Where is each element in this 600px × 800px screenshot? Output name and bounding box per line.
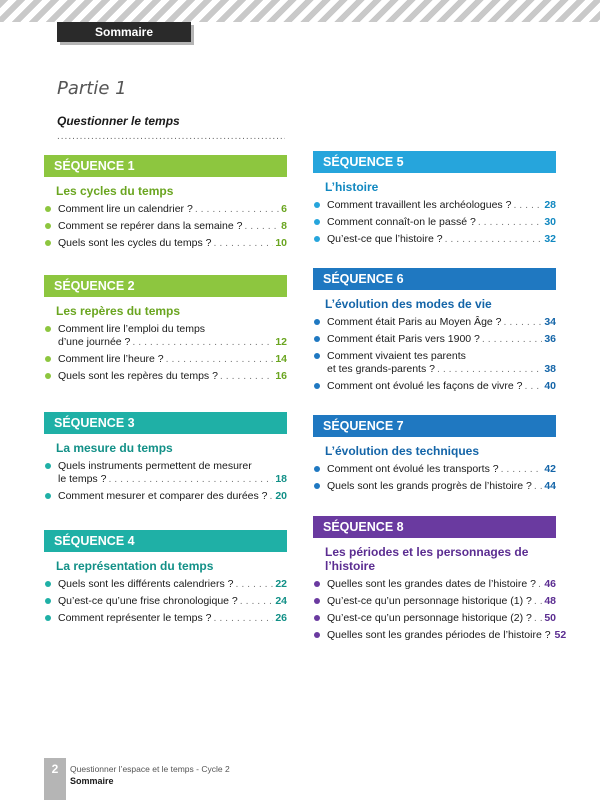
toc-item[interactable]: [44, 490, 287, 503]
sequence-title: La représentation du temps: [56, 559, 214, 573]
footer-label: Sommaire: [70, 776, 114, 786]
bullet-icon: [45, 598, 51, 604]
toc-item-page: 26: [275, 612, 287, 624]
toc-item-label: Comment ont évolué les façons de vivre ?: [327, 380, 523, 392]
toc-item[interactable]: [313, 316, 556, 329]
toc-item[interactable]: [313, 578, 556, 591]
sequence-4: [44, 530, 287, 629]
toc-item[interactable]: [313, 350, 556, 376]
toc-item-page: 24: [275, 595, 287, 607]
sequence-8: [313, 516, 567, 646]
page-number: 2: [51, 762, 59, 776]
toc-item-label: Qu’est-ce qu’un personnage historique (1) ?: [327, 595, 532, 607]
toc-item[interactable]: [313, 463, 556, 476]
toc-item-label: Comment ont évolué les transports ?: [327, 463, 499, 475]
sequence-header: SÉQUENCE 7: [313, 415, 556, 437]
bullet-icon: [314, 466, 320, 472]
toc-item-label: Qu’est-ce que l’histoire ?: [327, 233, 443, 245]
toc-item-page: 46: [544, 578, 556, 590]
bullet-icon: [314, 632, 320, 638]
toc-item-label: Quelles sont les grandes dates de l’histoire ?: [327, 578, 536, 590]
sequence-title: L’évolution des modes de vie: [325, 297, 492, 311]
bullet-icon: [45, 223, 51, 229]
toc-item-page: 36: [544, 333, 556, 345]
toc-item-label: Comment travaillent les archéologues ?: [327, 199, 512, 211]
partie-title: Partie 1: [57, 78, 127, 99]
toc-item-page: 50: [544, 612, 556, 624]
bullet-icon: [314, 581, 320, 587]
header-stripes: [0, 0, 600, 22]
toc-item-page: 12: [275, 336, 287, 348]
sequence-title: Les cycles du temps: [56, 184, 174, 198]
sequence-title: Les repères du temps: [56, 304, 181, 318]
toc-item-page: 52: [554, 629, 567, 641]
sequence-header: SÉQUENCE 3: [44, 412, 287, 434]
sequence-header: SÉQUENCE 6: [313, 268, 556, 290]
toc-item[interactable]: [313, 595, 556, 608]
bullet-icon: [314, 353, 320, 359]
toc-item-label: Quels sont les cycles du temps ?: [58, 237, 212, 249]
toc-item[interactable]: [313, 216, 556, 229]
bullet-icon: [314, 319, 320, 325]
sequence-title: L’évolution des techniques: [325, 444, 480, 458]
bullet-icon: [45, 240, 51, 246]
toc-item-label: Comment lire un calendrier ?: [58, 203, 193, 215]
toc-item-label: d’une journée ?: [58, 336, 131, 348]
bullet-icon: [45, 356, 51, 362]
section-dotted-line: [57, 131, 285, 142]
toc-item-label: Comment était Paris vers 1900 ?: [327, 333, 480, 345]
sequence-title: L’histoire: [325, 180, 379, 194]
toc-item-label: le temps ?: [58, 473, 107, 485]
sequence-title: La mesure du temps: [56, 441, 173, 455]
sequence-header: SÉQUENCE 2: [44, 275, 287, 297]
toc-item-label: Comment connaît-on le passé ?: [327, 216, 476, 228]
bullet-icon: [45, 326, 51, 332]
toc-item[interactable]: [313, 233, 556, 246]
toc-item-page: 16: [275, 370, 287, 382]
toc-item-label: Comment était Paris au Moyen Âge ?: [327, 316, 502, 328]
toc-item-label: Quels sont les différents calendriers ?: [58, 578, 234, 590]
bullet-icon: [314, 202, 320, 208]
toc-item[interactable]: [44, 237, 287, 250]
toc-item-label: Qu’est-ce qu’un personnage historique (2) ?: [327, 612, 532, 624]
bullet-icon: [45, 581, 51, 587]
toc-item-label: et tes grands-parents ?: [327, 363, 435, 375]
toc-item-page: 34: [544, 316, 556, 328]
toc-item[interactable]: [313, 199, 556, 212]
footer-subtitle: Questionner l’espace et le temps - Cycle 2: [70, 764, 230, 774]
toc-item-label: Comment mesurer et comparer des durées ?: [58, 490, 268, 502]
toc-item-label: Quels sont les repères du temps ?: [58, 370, 218, 382]
bullet-icon: [45, 463, 51, 469]
toc-item-page: 40: [544, 380, 556, 392]
toc-item-page: 28: [544, 199, 556, 211]
toc-item[interactable]: [44, 578, 287, 591]
bullet-icon: [314, 383, 320, 389]
bullet-icon: [45, 373, 51, 379]
toc-item-page: 48: [544, 595, 556, 607]
toc-item-label: Comment lire l’heure ?: [58, 353, 164, 365]
toc-item[interactable]: [313, 629, 567, 642]
bullet-icon: [314, 615, 320, 621]
bullet-icon: [314, 598, 320, 604]
toc-item[interactable]: [44, 203, 287, 216]
toc-item-page: 10: [275, 237, 287, 249]
sequence-6: [313, 268, 556, 397]
sequence-5: [313, 151, 556, 250]
toc-item[interactable]: [44, 353, 287, 366]
toc-item-label: Comment représenter le temps ?: [58, 612, 212, 624]
toc-item[interactable]: [313, 480, 556, 493]
toc-item-page: 6: [281, 203, 287, 215]
toc-item-label: Quelles sont les grandes périodes de l’histoire ?: [327, 629, 551, 641]
sequence-header: SÉQUENCE 4: [44, 530, 287, 552]
toc-item-page: 32: [544, 233, 556, 245]
sequence-3: [44, 412, 287, 507]
toc-item-label-line1: Quels instruments permettent de mesurer: [58, 460, 252, 472]
toc-item-page: 8: [281, 220, 287, 232]
toc-item-page: 14: [275, 353, 287, 365]
toc-item[interactable]: [313, 612, 556, 625]
toc-item[interactable]: [44, 595, 287, 608]
toc-item-page: 30: [544, 216, 556, 228]
toc-item-page: 42: [544, 463, 556, 475]
toc-item-label-line1: Comment vivaient tes parents: [327, 350, 466, 362]
toc-item-page: 38: [544, 363, 556, 375]
sequence-7: [313, 415, 556, 497]
sequence-header: SÉQUENCE 1: [44, 155, 287, 177]
toc-item-label: Quels sont les grands progrès de l’histoire ?: [327, 480, 532, 492]
bullet-icon: [45, 206, 51, 212]
bullet-icon: [314, 483, 320, 489]
toc-item[interactable]: [313, 333, 556, 346]
toc-item-page: 44: [544, 480, 556, 492]
toc-item-page: 18: [275, 473, 287, 485]
sommaire-tab: Sommaire: [57, 22, 191, 42]
toc-item[interactable]: [44, 612, 287, 625]
bullet-icon: [45, 615, 51, 621]
toc-item-page: 22: [275, 578, 287, 590]
toc-item-label: Qu’est-ce qu’une frise chronologique ?: [58, 595, 238, 607]
sequence-2: [44, 275, 287, 387]
toc-item[interactable]: [44, 460, 287, 486]
toc-item[interactable]: [44, 220, 287, 233]
sequence-header: SÉQUENCE 8: [313, 516, 556, 538]
toc-item-page: 20: [275, 490, 287, 502]
sequence-title: Les périodes et les personnages de l’histoire: [325, 545, 529, 573]
section-title: Questionner le temps: [57, 114, 180, 128]
toc-item-label: Comment se repérer dans la semaine ?: [58, 220, 243, 232]
sequence-1: [44, 155, 287, 254]
toc-item[interactable]: [313, 380, 556, 393]
bullet-icon: [314, 236, 320, 242]
bullet-icon: [45, 493, 51, 499]
bullet-icon: [314, 219, 320, 225]
bullet-icon: [314, 336, 320, 342]
toc-item-label-line1: Comment lire l’emploi du temps: [58, 323, 206, 335]
toc-item[interactable]: [44, 370, 287, 383]
toc-item[interactable]: [44, 323, 287, 349]
sequence-header: SÉQUENCE 5: [313, 151, 556, 173]
